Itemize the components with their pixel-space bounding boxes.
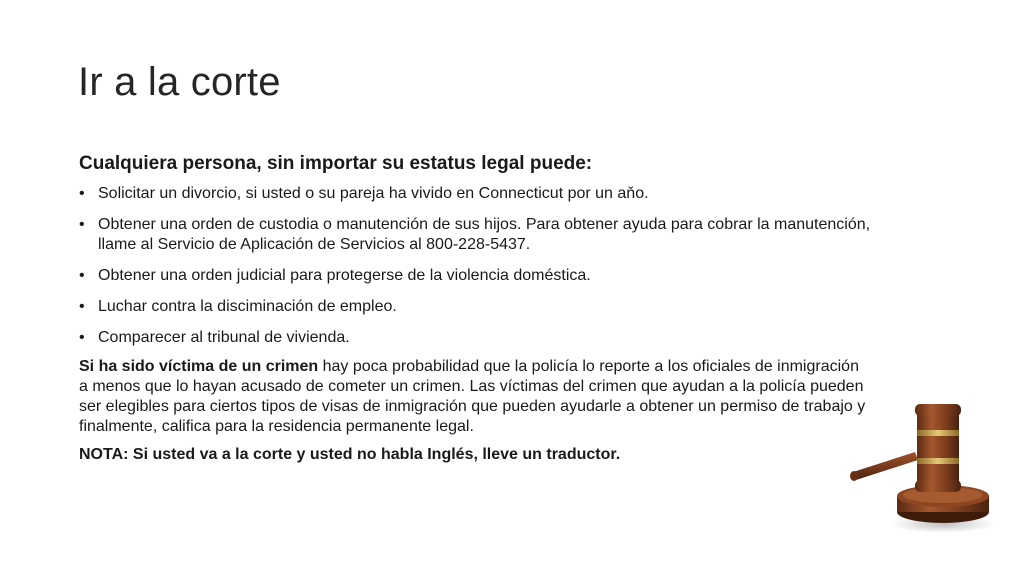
bullet-item: [79, 184, 878, 204]
content-heading: Cualquiera persona, sin importar su estatus legal puede:: [79, 153, 593, 174]
bullet-text: Obtener una orden de custodia o manutención de sus hijos. Para obtener ayuda para cobrar la manutención, llame al Servicio de Aplicación de Servicios al 800-228-5437.: [98, 216, 871, 253]
bullet-text: Comparecer al tribunal de vivienda.: [98, 329, 350, 346]
bullet-item: [79, 297, 878, 317]
bullet-list: [79, 184, 879, 348]
victim-paragraph: [79, 357, 869, 437]
nota-text: NOTA: Si usted va a la corte y usted no habla Inglés, lleve un traductor.: [79, 446, 621, 463]
bullet-dot: •: [79, 216, 85, 233]
bullet-text: Obtener una orden judicial para protegerse de la violencia doméstica.: [98, 267, 591, 284]
bullet-text: Solicitar un divorcio, si usted o su pareja ha vivido en Connecticut por un aňo.: [98, 185, 649, 202]
bullet-dot: •: [79, 298, 85, 315]
bullet-dot: •: [79, 185, 85, 202]
bullet-dot: •: [79, 329, 85, 346]
gavel-icon: [845, 400, 995, 535]
bullet-text: Luchar contra la disciminación de empleo.: [98, 298, 397, 315]
bullet-item: [79, 328, 878, 348]
victim-paragraph-text: hay poca probabilidad que la policía lo reporte a los oficiales de inmigración a menos que lo hayan acusado de cometer un crimen. Las víctimas del crimen que ayudan a la policía pueden ser elegibles para ciertos tipos de visas de inmigración que pueden ayudarle a obtener un permiso de trabajo y finalmente, califica para la residencia permanente legal.: [79, 358, 866, 435]
bullet-item: [79, 266, 878, 286]
bullet-item: [79, 215, 878, 255]
slide-title: Ir a la corte: [78, 60, 281, 104]
slide-content: [79, 153, 879, 465]
victim-paragraph-bold: Si ha sido víctima de un crimen: [79, 358, 319, 375]
bullet-dot: •: [79, 267, 85, 284]
